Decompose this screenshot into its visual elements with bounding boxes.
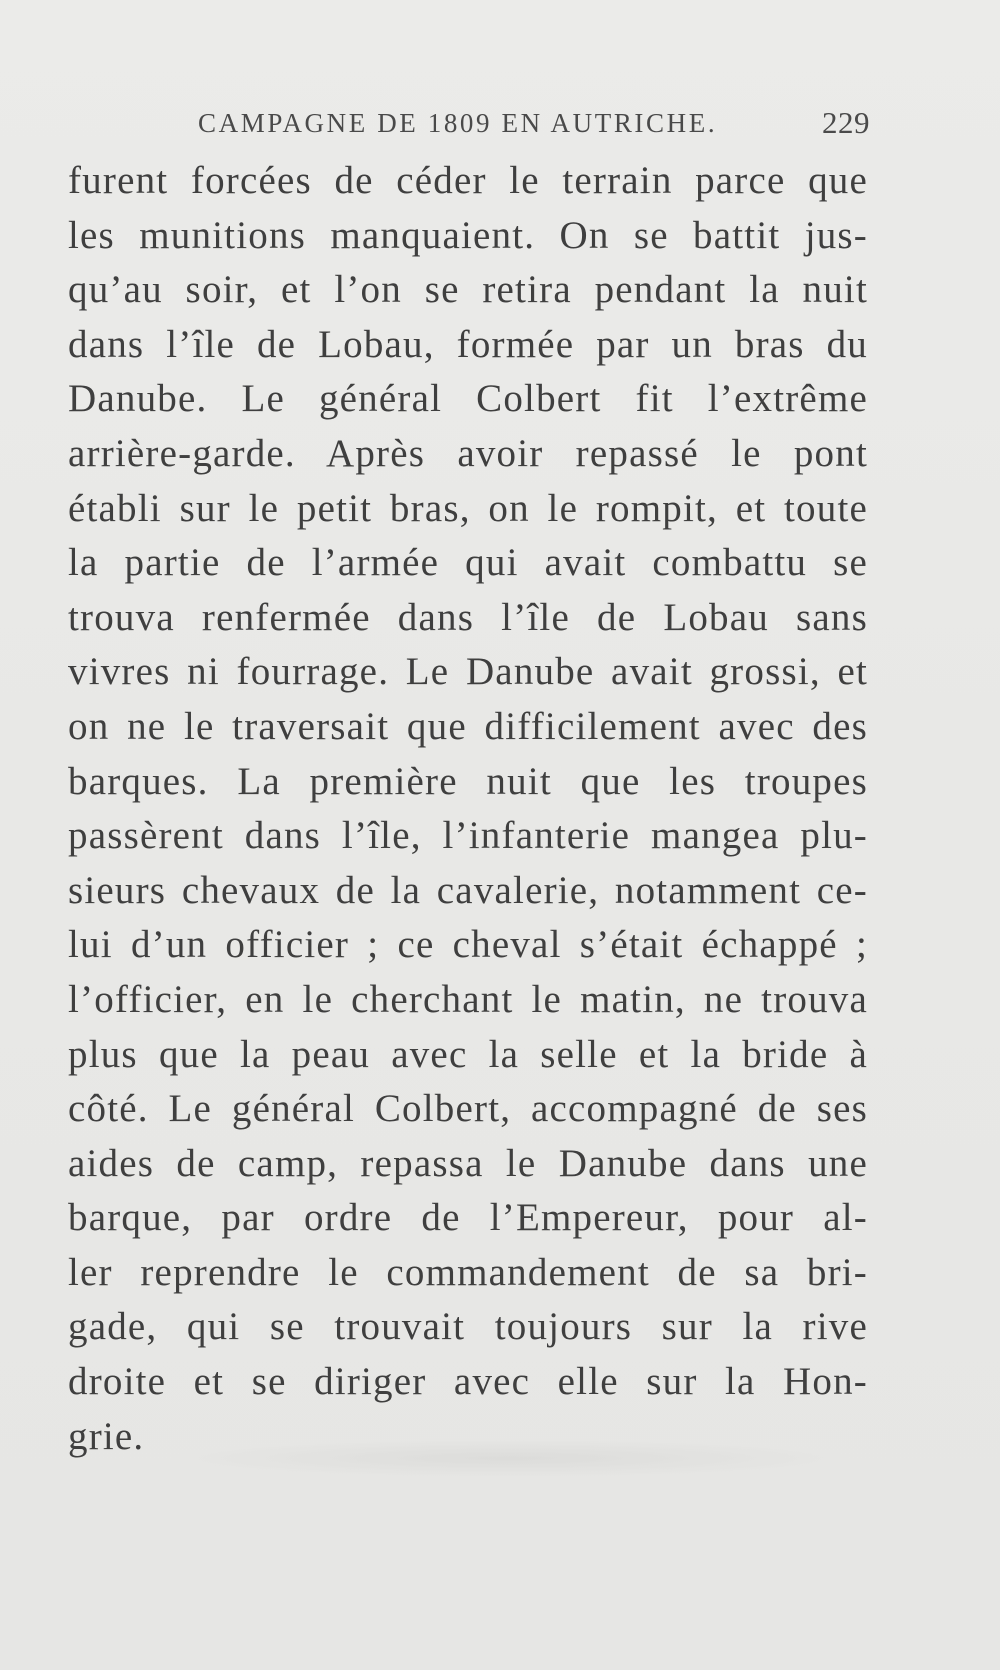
text-line: aides de camp, repassa le Danube dans une (68, 1141, 868, 1185)
running-title: CAMPAGNE DE 1809 EN AUTRICHE. (198, 108, 718, 138)
text-line: sieurs chevaux de la cavalerie, notamment ce- (68, 868, 868, 912)
text-line: l’officier, en le cherchant le matin, ne trouva (68, 977, 868, 1021)
text-line: furent forcées de céder le terrain parce que (68, 159, 868, 202)
text-line: la partie de l’armée qui avait combattu se (68, 541, 868, 585)
text-line: vivres ni fourrage. Le Danube avait grossi, et (68, 650, 868, 694)
text-line: barque, par ordre de l’Empereur, pour al- (68, 1196, 868, 1240)
running-head (198, 103, 870, 143)
text-line: gade, qui se trouvait toujours sur la rive (68, 1305, 868, 1349)
text-line: ler reprendre le commandement de sa bri- (68, 1250, 868, 1294)
text-line: côté. Le général Colbert, accompagné de ses (68, 1087, 868, 1131)
text-line: dans l’île de Lobau, formée par un bras du (68, 322, 868, 366)
text-line: barques. La première nuit que les troupes (68, 759, 868, 803)
text-line: droite et se diriger avec elle sur la Hon- (68, 1360, 868, 1404)
text-line: on ne le traversait que difficilement avec des (68, 704, 868, 748)
text-line: qu’au soir, et l’on se retira pendant la nuit (68, 268, 868, 312)
text-line-last: grie. (68, 1414, 145, 1458)
text-line: lui d’un officier ; ce cheval s’était échappé ; (68, 923, 868, 967)
text-line: Danube. Le général Colbert fit l’extrême (68, 377, 868, 421)
body-text (68, 154, 868, 1464)
text-line: arrière-garde. Après avoir repassé le pont (68, 431, 868, 475)
text-line: trouva renfermée dans l’île de Lobau sans (68, 595, 868, 639)
text-line: passèrent dans l’île, l’infanterie mangea plu- (68, 814, 868, 858)
show-through-shadow (160, 1438, 860, 1478)
text-line: établi sur le petit bras, on le rompit, et toute (68, 486, 868, 530)
page-number: 229 (822, 105, 870, 140)
text-line: plus que la peau avec la selle et la bride à (68, 1032, 868, 1076)
text-line: les munitions manquaient. On se battit jus- (68, 213, 868, 257)
